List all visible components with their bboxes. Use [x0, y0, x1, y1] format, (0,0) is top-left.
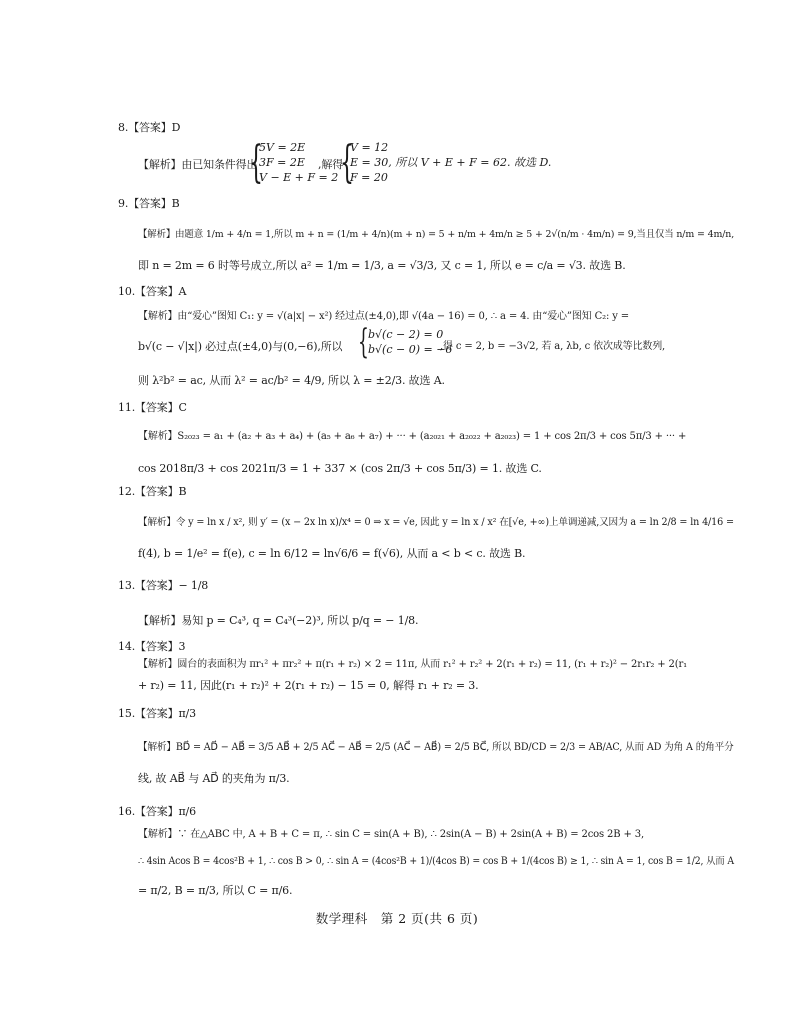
q10-line-2b: ,得 c = 2, b = −3√2, 若 a, λb, c 依次成等比数列,	[440, 341, 666, 352]
q15-line-2: 线, 故 AB⃗ 与 AD⃗ 的夹角为 π/3.	[138, 772, 290, 785]
brace-icon: {	[249, 136, 263, 188]
q8-answer: 8.【答案】D	[118, 121, 181, 134]
q16-line-2: ∴ 4sin Acos B = 4cos²B + 1, ∴ cos B > 0, ∴ sin A = (4cos²B + 1)/(4cos B) = cos B + 1/(4cos B) ≥ 1, ∴ sin A = 1, cos B = 1/2, 从而 A	[138, 856, 734, 867]
q10-system-row: b√(c − 2) = 0	[368, 328, 444, 341]
q8-system1-row: 3F = 2E	[259, 156, 305, 169]
q9-line-2: 即 n = 2m = 6 时等号成立,所以 a² = 1/m = 1/3, a = √3/3, 又 c = 1, 所以 e = c/a = √3. 故选 B.	[138, 259, 626, 272]
q10-line-2a: b√(c − √|x|) 必过点(±4,0)与(0,−6),所以	[138, 340, 343, 353]
q8-analysis-prefix: 【解析】由已知条件得出	[138, 158, 258, 171]
q10-line-3: 则 λ²b² = ac, 从而 λ² = ac/b² = 4/9, 所以 λ = ±2/3. 故选 A.	[138, 374, 445, 387]
q12-line-1: 【解析】令 y = ln x / x², 则 y′ = (x − 2x ln x)/x⁴ = 0 ⇒ x = √e, 因此 y = ln x / x² 在[√e, +∞)上单调递减,又因为 a = ln 2/8 = ln 4/16 =	[138, 517, 734, 528]
q16-line-1: 【解析】∵ 在△ABC 中, A + B + C = π, ∴ sin C = sin(A + B), ∴ 2sin(A − B) + 2sin(A + B) = 2cos 2B + 3,	[138, 829, 644, 840]
q14-line-2: + r₂) = 11, 因此(r₁ + r₂)² + 2(r₁ + r₂) − 15 = 0, 解得 r₁ + r₂ = 3.	[138, 679, 479, 692]
q9-line-1: 【解析】由题意 1/m + 4/n = 1,所以 m + n = (1/m + 4/n)(m + n) = 5 + n/m + 4m/n ≥ 5 + 2√(n/m · 4m/n) = 9,当且仅当 n/m = 4m/n,	[138, 229, 735, 240]
q10-line-1: 【解析】由“爱心”图知 C₁: y = √(a|x| − x²) 经过点(±4,0),即 √(4a − 16) = 0, ∴ a = 4. 由“爱心”图知 C₂: y =	[138, 311, 629, 322]
q11-line-2: cos 2018π/3 + cos 2021π/3 = 1 + 337 × (cos 2π/3 + cos 5π/3) = 1. 故选 C.	[138, 462, 542, 475]
q14-line-1: 【解析】圆台的表面积为 πr₁² + πr₂² + π(r₁ + r₂) × 2 = 11π, 从而 r₁² + r₂² + 2(r₁ + r₂) = 11, (r₁ + r₂)² − 2r₁r₂ + 2(r₁	[138, 659, 687, 670]
q16-answer: 16.【答案】π/6	[118, 805, 196, 818]
q10-system	[358, 322, 453, 362]
q15-line-1: 【解析】BD⃗ = AD⃗ − AB⃗ = 3/5 AB⃗ + 2/5 AC⃗ − AB⃗ = 2/5 (AC⃗ − AB⃗) = 2/5 BC⃗, 所以 BD/CD = 2/3 = AB/AC, 从而 AD 为角 A 的角平分	[138, 742, 734, 753]
q10-system-row: b√(c − 0) = −6	[368, 343, 453, 356]
q8-system2-row: F = 20	[350, 171, 388, 184]
q9-answer: 9.【答案】B	[118, 197, 180, 210]
brace-icon: {	[340, 136, 354, 188]
brace-icon: {	[358, 322, 369, 362]
q8-system1-row: V − E + F = 2	[259, 171, 339, 184]
q8-system2-row: V = 12	[350, 141, 389, 154]
q13-answer: 13.【答案】− 1/8	[118, 579, 209, 592]
q12-answer: 12.【答案】B	[118, 485, 187, 498]
q14-answer: 14.【答案】3	[118, 640, 186, 653]
q12-line-2: f(4), b = 1/e² = f(e), c = ln 6/12 = ln√6/6 = f(√6), 从而 a < b < c. 故选 B.	[138, 547, 526, 560]
q11-answer: 11.【答案】C	[118, 401, 187, 414]
q8-mid: ,解得	[318, 158, 344, 171]
q8-system1-row: 5V = 2E	[259, 141, 306, 154]
q15-answer: 15.【答案】π/3	[118, 707, 196, 720]
q8-system-2	[340, 136, 552, 188]
q8-system2-row: E = 30, 所以 V + E + F = 62. 故选 D.	[350, 156, 552, 169]
page-footer: 数学理科 第 2 页(共 6 页)	[315, 911, 479, 926]
q16-line-3: = π/2, B = π/3, 所以 C = π/6.	[138, 884, 293, 897]
q13-line-1: 【解析】易知 p = C₄³, q = C₄³(−2)³, 所以 p/q = − 1/8.	[138, 614, 419, 627]
q10-answer: 10.【答案】A	[118, 285, 187, 298]
q11-line-1: 【解析】S₂₀₂₃ = a₁ + (a₂ + a₃ + a₄) + (a₅ + a₆ + a₇) + ··· + (a₂₀₂₁ + a₂₀₂₂ + a₂₀₂₃) = 1 + cos 2π/3 + cos 5π/3 + ··· +	[138, 431, 687, 442]
